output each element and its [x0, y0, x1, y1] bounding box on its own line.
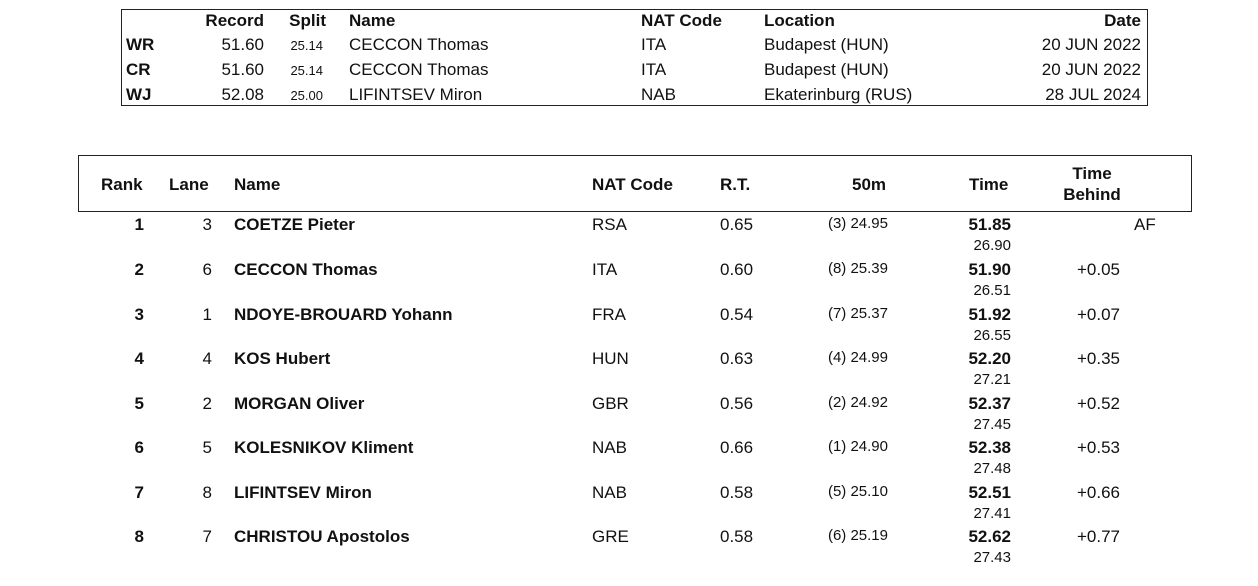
result-50m-split: (4) 24.99 [827, 349, 888, 366]
result-time-behind: +0.35 [1077, 349, 1121, 368]
result-lane: 2 [202, 394, 212, 413]
record-code: CR [126, 60, 151, 79]
record-location: Ekaterinburg (RUS) [764, 85, 913, 104]
results-header-name: Name [234, 175, 281, 194]
result-time-behind: +0.77 [1077, 527, 1121, 546]
result-rank: 8 [134, 527, 144, 546]
result-lane: 8 [202, 483, 212, 502]
result-lane: 1 [202, 305, 212, 324]
result-rank: 3 [134, 305, 144, 324]
result-second-split: 27.43 [973, 549, 1011, 566]
record-split: 25.00 [290, 88, 323, 103]
result-time-behind: +0.05 [1077, 260, 1121, 279]
result-swimmer-name: CHRISTOU Apostolos [234, 527, 410, 546]
result-reaction-time: 0.54 [720, 305, 754, 324]
record-holder-name: CECCON Thomas [349, 60, 489, 79]
result-second-split: 27.21 [973, 371, 1011, 388]
records-header-split: Split [289, 11, 326, 30]
result-nat-code: GRE [592, 527, 629, 546]
records-header-name: Name [349, 11, 396, 30]
results-header-lane: Lane [169, 175, 209, 194]
result-swimmer-name: LIFINTSEV Miron [234, 483, 372, 502]
record-holder-name: CECCON Thomas [349, 35, 489, 54]
result-swimmer-name: COETZE Pieter [234, 215, 355, 234]
result-reaction-time: 0.58 [720, 527, 754, 546]
result-time: 52.37 [968, 394, 1011, 413]
results-header-nat-code: NAT Code [592, 175, 673, 194]
results-header-rt: R.T. [720, 175, 751, 194]
results-header-time-behind-2: Behind [1063, 185, 1121, 204]
result-lane: 7 [202, 527, 212, 546]
result-time: 51.90 [968, 260, 1011, 279]
results-header-time-behind-1: Time [1072, 164, 1112, 183]
result-reaction-time: 0.65 [720, 215, 754, 234]
record-nat-code: NAB [641, 85, 676, 104]
result-swimmer-name: MORGAN Oliver [234, 394, 365, 413]
result-50m-split: (2) 24.92 [827, 394, 888, 411]
result-time-behind: +0.53 [1077, 438, 1121, 457]
results-header-50m: 50m [852, 175, 887, 194]
result-second-split: 27.41 [973, 505, 1011, 522]
record-date: 28 JUL 2024 [1045, 85, 1141, 104]
record-split: 25.14 [290, 63, 323, 78]
result-reaction-time: 0.60 [720, 260, 754, 279]
result-rank: 2 [134, 260, 144, 279]
record-holder-name: LIFINTSEV Miron [349, 85, 483, 104]
record-location: Budapest (HUN) [764, 35, 889, 54]
record-code: WJ [126, 85, 152, 104]
result-nat-code: GBR [592, 394, 629, 413]
result-nat-code: NAB [592, 438, 627, 457]
records-header-date: Date [1104, 11, 1141, 30]
result-rank: 7 [134, 483, 144, 502]
record-location: Budapest (HUN) [764, 60, 889, 79]
result-time-behind: +0.07 [1077, 305, 1121, 324]
result-lane: 4 [202, 349, 212, 368]
result-lane: 5 [202, 438, 212, 457]
result-nat-code: RSA [592, 215, 627, 234]
record-nat-code: ITA [641, 60, 667, 79]
result-second-split: 26.51 [973, 282, 1011, 299]
results-header-rank: Rank [101, 175, 143, 194]
record-time: 51.60 [221, 35, 264, 54]
result-nat-code: HUN [592, 349, 629, 368]
result-50m-split: (7) 25.37 [827, 305, 888, 322]
result-rank: 6 [134, 438, 144, 457]
record-date: 20 JUN 2022 [1041, 35, 1141, 54]
result-rank: 1 [134, 215, 144, 234]
result-rank: 5 [134, 394, 144, 413]
result-second-split: 26.90 [973, 237, 1011, 254]
result-nat-code: FRA [592, 305, 626, 324]
result-50m-split: (1) 24.90 [827, 438, 888, 455]
result-swimmer-name: CECCON Thomas [234, 260, 378, 279]
result-time: 52.62 [968, 527, 1011, 546]
result-rank: 4 [134, 349, 144, 368]
result-time: 51.92 [968, 305, 1011, 324]
result-time: 52.20 [968, 349, 1011, 368]
result-reaction-time: 0.66 [720, 438, 754, 457]
result-50m-split: (3) 24.95 [827, 215, 888, 232]
result-50m-split: (8) 25.39 [827, 260, 888, 277]
records-header-nat-code: NAT Code [641, 11, 722, 30]
result-nat-code: NAB [592, 483, 627, 502]
result-reaction-time: 0.63 [720, 349, 754, 368]
result-reaction-time: 0.58 [720, 483, 754, 502]
result-second-split: 27.48 [973, 460, 1011, 477]
record-split: 25.14 [290, 38, 323, 53]
result-50m-split: (5) 25.10 [827, 483, 888, 500]
record-nat-code: ITA [641, 35, 667, 54]
result-second-split: 27.45 [973, 416, 1011, 433]
result-50m-split: (6) 25.19 [827, 527, 888, 544]
result-swimmer-name: KOLESNIKOV Kliment [234, 438, 414, 457]
result-lane: 6 [202, 260, 212, 279]
result-time-behind: +0.52 [1077, 394, 1121, 413]
record-time: 51.60 [221, 60, 264, 79]
record-code: WR [126, 35, 155, 54]
result-reaction-time: 0.56 [720, 394, 754, 413]
result-time-behind: +0.66 [1077, 483, 1121, 502]
result-time: 51.85 [968, 215, 1011, 234]
result-lane: 3 [202, 215, 212, 234]
result-second-split: 26.55 [973, 327, 1011, 344]
result-swimmer-name: KOS Hubert [234, 349, 331, 368]
result-swimmer-name: NDOYE-BROUARD Yohann [234, 305, 453, 324]
record-time: 52.08 [221, 85, 264, 104]
result-time: 52.38 [968, 438, 1011, 457]
result-time-behind: AF [1134, 215, 1156, 234]
result-nat-code: ITA [592, 260, 618, 279]
records-header-location: Location [764, 11, 835, 30]
records-header-record: Record [205, 11, 264, 30]
record-date: 20 JUN 2022 [1041, 60, 1141, 79]
results-header-time: Time [969, 175, 1009, 194]
result-time: 52.51 [968, 483, 1011, 502]
